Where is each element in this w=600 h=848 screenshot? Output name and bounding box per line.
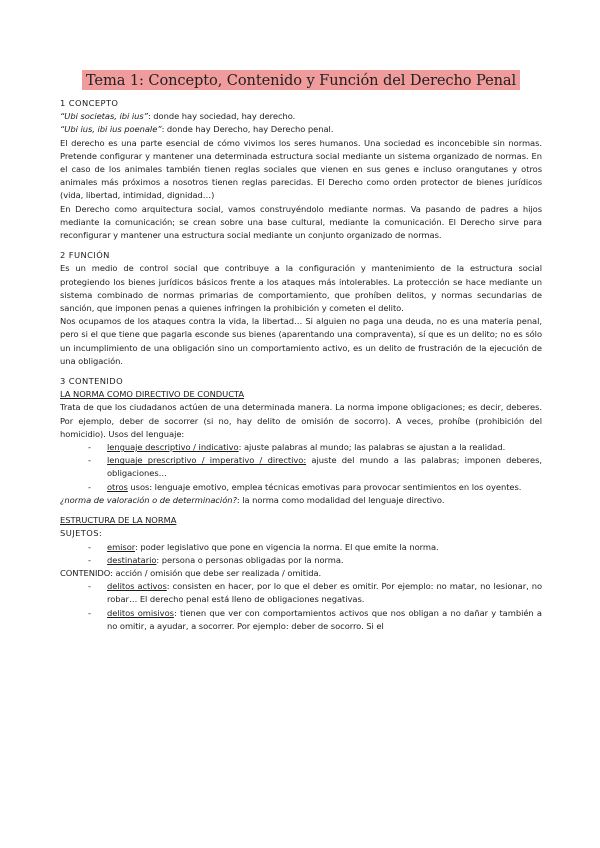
- content-line: CONTENIDO: acción / omisión que debe ser realizada / omitida.: [60, 567, 322, 578]
- subheading-estructura: ESTRUCTURA DE LA NORMA: [60, 515, 177, 526]
- list-item-term: delitos activos: [107, 581, 167, 592]
- list-item-text: usos: lenguaje emotivo, emplea técnicas emotivas para provocar sentimientos en los oyentes.: [127, 481, 522, 492]
- paragraph: El derecho es una parte esencial de cómo vivimos los seres humanos. Una sociedad es inconcebible sin normas. Pretende configurar y mantener una determinada estructura social mediante un sistema organizado de normas. En el caso de los animales también tienen reglas sociales que vienen en sus genes e incluso orangutanes y otros animales más próximos a nosotros tienen reglas parecidas. El Derecho como orden protector de bienes jurídicos (vida, libertad, intimidad, dignidad…): [60, 137, 542, 201]
- list-item-text: : consisten en hacer, por lo que el deber es omitir. Por ejemplo: no matar, no lesionar, no robar… El derecho penal está lleno de obligaciones negativas.: [107, 581, 543, 605]
- subjects-list: [60, 541, 542, 567]
- list-item: - delitos activos: consisten en hacer, por lo que el deber es omitir. Por ejemplo: no matar, no lesionar, no robar… El derecho penal está lleno de obligaciones negativas.: [88, 581, 543, 605]
- list-item-term: lenguaje prescriptivo / imperativo / directivo:: [107, 455, 307, 466]
- content-list: [60, 580, 542, 633]
- list-item-term: delitos omisivos: [107, 607, 174, 618]
- paragraph: Es un medio de control social que contribuye a la configuración y mantenimiento de la estructura social protegiendo los bienes jurídicos básicos frente a los ataques más intolerables. La protección se hace mediante un sistema combinado de normas primarias de comportamiento, que prohíben delitos, y normas secundarias de sanción, que imponen penas a quienes infringen la prohibición y cometen el delito.: [60, 263, 542, 314]
- list-item-term: otros: [107, 481, 128, 492]
- list-item: - destinatario: persona o personas obligadas por la norma.: [88, 554, 344, 565]
- question-term: ¿norma de valoración o de determinación?: [60, 494, 237, 505]
- list-item: - lenguaje prescriptivo / imperativo / directivo: ajuste del mundo a las palabras; imponen deberes, obligaciones…: [88, 455, 542, 479]
- page-title: Tema 1: Concepto, Contenido y Función del Derecho Penal: [82, 70, 520, 90]
- paragraph: En Derecho como arquitectura social, vamos construyéndolo mediante normas. Va pasando de padres a hijos mediante la comunicación; se crean sobre una base cultural, mediante la comunicación. El Derecho sirve para reconfigurar y mantener una estructura social mediante un conjunto organizado de normas.: [60, 203, 542, 241]
- quote-line-1: [60, 110, 542, 123]
- list-item: - delitos omisivos: tienen que ver con comportamientos activos que nos obligan a no dañar y también a no omitir, a ayudar, a socorrer. Por ejemplo: deber de socorro. Si el: [88, 607, 542, 631]
- paragraph: Nos ocupamos de los ataques contra la vida, la libertad… Si alguien no paga una deuda, no es una materia penal, pero si el que tiene que pagarla esconde sus bienes (aparentando una compraventa), sí que es un delito; no es sólo un incumplimiento de una obligación sino un comportamiento activo, es un delito de frustración de la ejecución de una obligación.: [60, 316, 542, 366]
- list-item-text: : poder legislativo que pone en vigencia la norma. El que emite la norma.: [135, 541, 439, 552]
- question-answer: : la norma como modalidad del lenguaje directivo.: [236, 494, 445, 505]
- list-item-text: ajuste del mundo a las palabras; imponen deberes, obligaciones…: [107, 455, 542, 479]
- paragraph: Trata de que los ciudadanos actúen de una determinada manera. La norma impone obligaciones; es decir, deberes. Por ejemplo, deber de socorrer (si no, hay delito de omisión de socorro). A veces, prohíbe (prohibición del homicidio). Usos del lenguaje:: [60, 402, 542, 439]
- section-heading-concepto: 1 CONCEPTO: [60, 98, 119, 108]
- latin-quote-1: “Ubi societas, ibi ius”: [60, 111, 148, 122]
- list-item-term: emisor: [107, 541, 136, 552]
- list-item: - emisor: poder legislativo que pone en vigencia la norma. El que emite la norma.: [88, 541, 439, 552]
- title-block: [60, 70, 542, 90]
- latin-quote-2: “Ubi ius, ibi ius poenale”: [60, 124, 162, 135]
- quote-line-2: [60, 123, 542, 136]
- question-line: [60, 494, 542, 507]
- list-item-term: lenguaje descriptivo / indicativo: [107, 442, 239, 453]
- list-item: - lenguaje descriptivo / indicativo: ajuste palabras al mundo; las palabras se ajustan a la realidad.: [88, 442, 506, 453]
- quote-1-translation: : donde hay sociedad, hay derecho.: [147, 111, 296, 122]
- list-item-term: destinatario: [107, 554, 157, 565]
- subjects-label: SUJETOS:: [60, 528, 103, 539]
- language-uses-list: [60, 441, 542, 494]
- section-heading-funcion: 2 FUNCIÓN: [60, 250, 110, 261]
- document-page: [60, 70, 542, 633]
- list-item-text: : tienen que ver con comportamientos activos que nos obligan a no dañar y también a no omitir, a ayudar, a socorrer. Por ejemplo: deber de socorro. Si el: [107, 607, 542, 631]
- list-item: - otros usos: lenguaje emotivo, emplea técnicas emotivas para provocar sentimientos en los oyentes.: [88, 481, 522, 492]
- list-item-text: : ajuste palabras al mundo; las palabras se ajustan a la realidad.: [238, 442, 506, 453]
- quote-2-translation: : donde hay Derecho, hay Derecho penal.: [161, 124, 334, 135]
- subheading-norma-directivo: LA NORMA COMO DIRECTIVO DE CONDUCTA: [60, 389, 245, 400]
- section-heading-contenido: 3 CONTENIDO: [60, 376, 124, 387]
- list-item-text: : persona o personas obligadas por la norma.: [156, 554, 344, 565]
